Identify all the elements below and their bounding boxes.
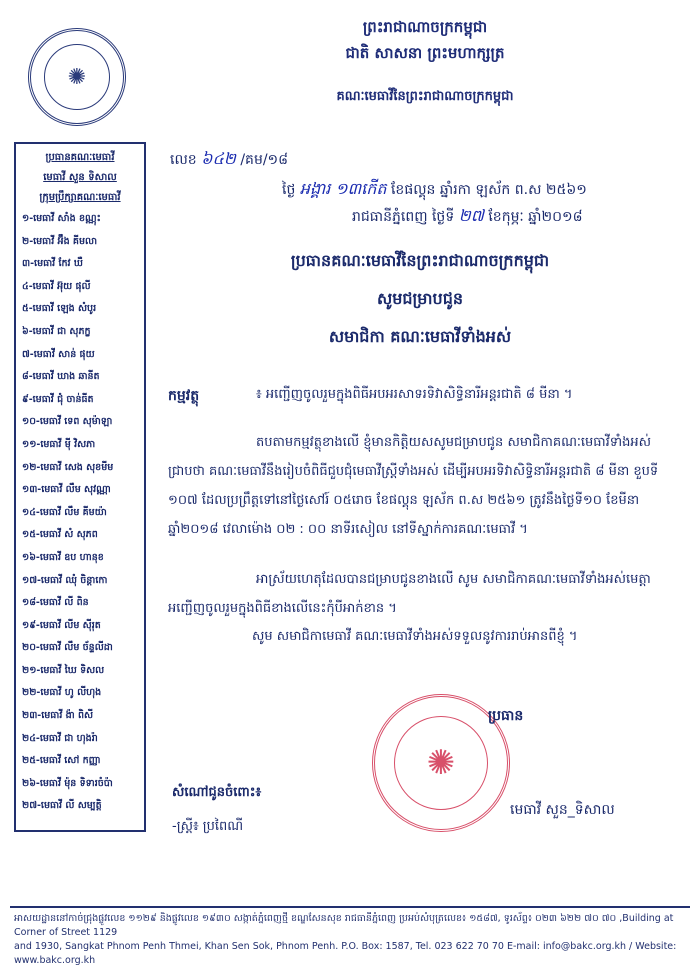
council-member: ៧-មេធាវី សាន់ ផុយ [22,348,95,360]
council-member: ៤-មេធាវី អ៊ុយ ផុលី [22,280,91,292]
subject-text: ៖ អញ្ជើញចូលរួមក្នុងពិធីអបអរសាទរទិវាសិទ្ធិនារីអន្តរជាតិ ៨ មីនា ។ [256,387,573,402]
council-member: ១៤-មេធាវី លឹម គីមយ៉ា [22,506,107,518]
council-member: ២២-មេធាវី ហូ លីហុង [22,687,102,699]
council-member: ១៣-មេធាវី លឹម សុវណ្ណា [22,484,111,496]
council-member: ១៩-មេធាវី លីម ស៊ីរុត [22,619,101,631]
sidebar-president-title: ប្រធានគណៈមេធាវី [45,152,115,163]
reference-suffix: /គម/១៨ [240,152,289,168]
council-member: ៣-មេធាវី កែវ ឃឺ [22,258,83,270]
date-month-year: ខែកុម្ភៈ ឆ្នាំ២០១៨ [488,209,583,225]
header-kingdom: ព្រះរាជាណាចក្រកម្ពុជា [362,18,488,36]
letter-greeting: សូមជម្រាបជូន [376,289,463,308]
date-day: ២៧ [458,206,484,225]
date-prefix: ថ្ងៃ [282,182,296,198]
signer-title: ប្រធាន [488,708,524,724]
seal-emblem-icon: ✺ [394,716,488,810]
council-member: ១១-មេធាវី ម៉ី វិសភា [22,438,96,450]
sidebar-president-name: មេធាវី សួន ទិសាល [43,172,117,183]
handwritten-date: អង្គារ ១៣កើត [299,179,387,198]
body-paragraph-1: តបតាមកម្មវត្ថុខាងលើ ខ្ញុំមានកិត្តិយសសូមជម្រាបជូន សមាជិកាគណៈមេធាវីទាំងអស់ជ្រាបថា គណៈមេធាវីនឹងរៀបចំពិធីជួបជុំមេធាវីស្ត្រីទាំងអស់ ដើម្បីអបអរទិវាសិទ្ធិនារីអន្តរជាតិ ៨ មីនា ខួបទី ១០៧ ដែលប្រព្រឹត្តទៅនៅថ្ងៃសៅរ៍ ០៥រោច ខែផល្គុន ឡស័ក ព.ស ២៥៦១ ត្រូវនឹងថ្ងៃទី១០ ខែមីនា ឆ្នាំ២០១៨ វេលាម៉ោង ០២ : ០០ នាទីរសៀល នៅទីស្នាក់ការគណៈមេធាវី ។ [168,435,659,537]
council-member: ១០-មេធាវី ទេព សុម៉ាឡា [22,416,113,428]
council-member: ២៣-មេធាវី ង៉ា ពិសី [22,710,94,722]
letter-from: ប្រធានគណៈមេធាវីនៃព្រះរាជាណាចក្រកម្ពុជា [290,251,550,270]
council-sidebar [14,142,146,832]
council-member: ១៧-មេធាវី ឈុំ ចិន្តាកោ [22,574,108,586]
body-paragraph-3: សូម សមាជិកាមេធាវី គណៈមេធាវីទាំងអស់ទទួលនូវការរាប់អានពីខ្ញុំ ។ [252,629,578,644]
council-member: ២០-មេធាវី លឹម ច័ន្ទលីដា [22,642,113,654]
council-member: ៩-មេធាវី ជុំ ចាន់ធីត [22,393,94,405]
copy-to-label: សំណៅជូនចំពោះ៖ [172,785,262,800]
council-member: ៨-មេធាវី ឃាង ឆានីត [22,371,100,383]
sidebar-council-title: ក្រុមប្រឹក្សាគណៈមេធាវី [39,192,121,203]
council-member: ១៨-មេធាវី លី ពិន [22,597,89,609]
header-bar-association: គណៈមេធាវីនៃព្រះរាជាណាចក្រកម្ពុជា [336,89,514,104]
signer-name: មេធាវី សួន_ទិសាល [510,802,615,818]
copy-to-item: -ស្ត្រី៖ ប្រពៃណី [172,819,244,834]
council-member: ២១-មេធាវី ឃៃ ទិសល [22,664,105,676]
council-member: ១-មេធាវី សាំង ខណ្ណុះ [22,213,101,224]
council-member: ២៦-មេធាវី ម៉ុន ទិទារចំប៉ា [22,777,113,789]
council-member: ២៥-មេធាវី សៅ កញ្ញា [22,755,101,767]
reference-line [170,148,288,172]
council-member: ២៤-មេធាវី ជា ហុងរ៉ា [22,732,98,744]
city-date-prefix: រាជធានីភ្នំពេញ ថ្ងៃទី [352,209,455,225]
body-paragraph-2: អាស្រ័យហេតុដែលបានជម្រាបជូនខាងលើ សូម សមាជិកាគណៈមេធាវីទាំងអស់មេត្តាអញ្ជើញចូលរួមក្នុងពិធីខាងលើនេះកុំបីអាក់ខាន ។ [168,572,651,616]
council-member-list [22,208,138,818]
city-date-line [352,205,583,229]
header-motto: ជាតិ សាសនា ព្រះមហាក្សត្រ [345,44,505,62]
footer-line-1: អាសយដ្ឋាននៅកាច់ជ្រុងផ្លូវលេខ ១១២៩ និងផ្លូវលេខ ១៩៣០ សង្កាត់ភ្នំពេញថ្មី ខណ្ឌសែនសុខ រាជធានីភ្នំពេញ ប្រអប់សំបុត្រលេខ៖ ១៥៨៧, ទូរស័ព្ទ៖ ០២៣ ៦២២ ៧០ ៧០ ,Building at Corner of Street 1129 [14,913,674,938]
council-member: ២-មេធាវី អ៊ឹង គីមលា [22,235,98,247]
letter-recipient: សមាជិកា គណៈមេធាវីទាំងអស់ [328,327,512,346]
deity-emblem-icon: ✺ [44,44,110,110]
reference-label: លេខ [170,152,197,168]
council-member: ១៥-មេធាវី សំ សុភព [22,529,98,541]
council-member: ១៦-មេធាវី ឧប ហានុខ [22,551,104,563]
reference-number: ៦៤២ [201,149,236,168]
bar-association-logo [28,28,126,126]
lunar-date: ខែផល្គុន ឆ្នាំរកា ឡស័ក ព.ស ២៥៦១ [390,182,587,198]
council-member: ៦-មេធាវី ជា សុភក្ខ [22,325,91,337]
lunar-date-line [282,178,587,202]
footer-divider [10,906,690,908]
council-member: ៥-មេធាវី ឡេង សំបូរ [22,303,97,315]
footer-line-2: and 1930, Sangkat Phnom Penh Thmei, Khan Sen Sok, Phnom Penh. P.O. Box: 1587, Tel. 023 622 70 70 E-mail: info@bakc.org.kh / Website: www.bakc.org.kh [14,941,677,966]
subject-label: កម្មវត្ថុ [168,388,200,404]
council-member: ២៧-មេធាវី លី សម្បត្តិ [22,800,102,812]
council-member: ១២-មេធាវី សេង សុខមីម [22,461,114,473]
